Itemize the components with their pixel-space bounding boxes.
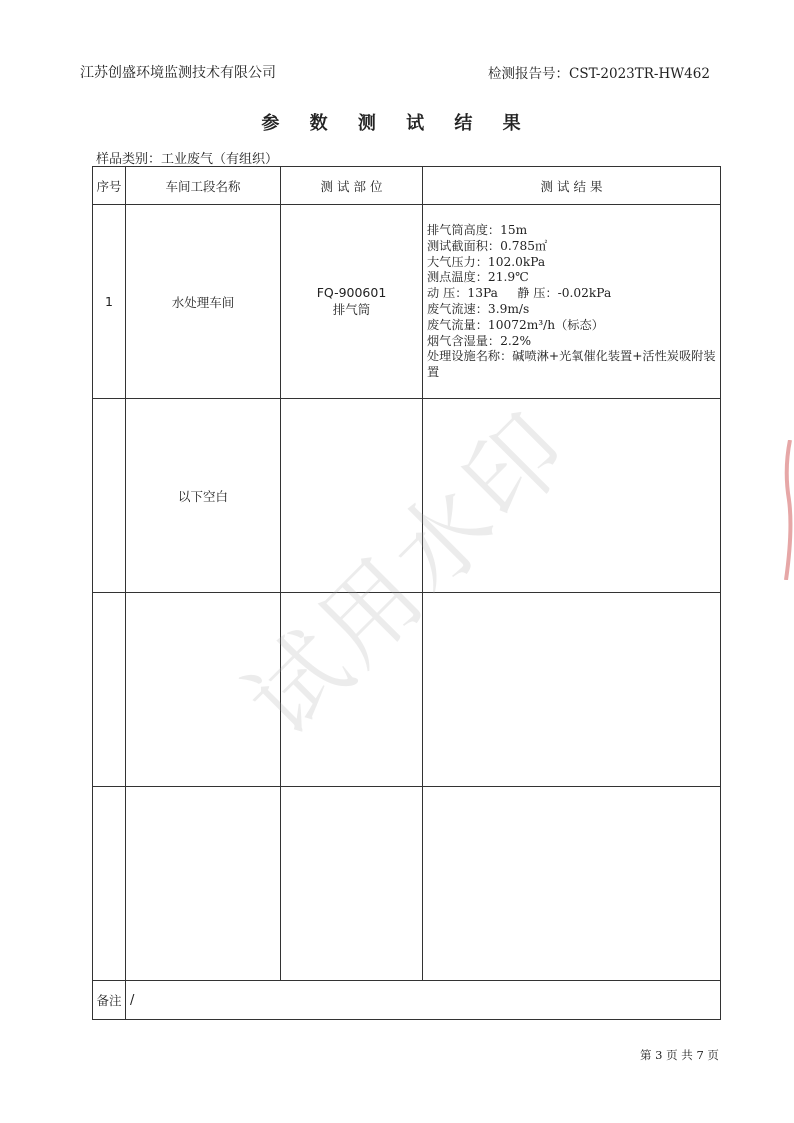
result-stack-height: 排气筒高度：15m bbox=[427, 223, 528, 237]
row-results bbox=[423, 205, 721, 399]
results-table bbox=[92, 166, 721, 1020]
table-header-row bbox=[93, 167, 721, 205]
note-label: 备注 bbox=[93, 981, 126, 1020]
row-seq: 1 bbox=[93, 205, 126, 399]
table-row bbox=[93, 399, 721, 593]
header-seq: 序号 bbox=[93, 167, 126, 205]
header-results: 测 试 结 果 bbox=[423, 167, 721, 205]
result-treatment-facility: 处理设施名称：碱喷淋+光氧催化装置+活性炭吸附装置 bbox=[427, 349, 716, 380]
report-number: 检测报告号：CST-2023TR-HW462 bbox=[488, 66, 710, 82]
result-velocity: 废气流速：3.9m/s bbox=[427, 301, 530, 316]
row-workshop: 水处理车间 bbox=[126, 205, 281, 399]
row-location bbox=[281, 205, 423, 399]
company-name: 江苏创盛环境监测技术有限公司 bbox=[80, 65, 276, 81]
page-title: 参 数 测 试 结 果 bbox=[261, 113, 533, 134]
blank-below-label: 以下空白 bbox=[126, 399, 281, 593]
table-row bbox=[93, 787, 721, 981]
location-code: FQ-900601 bbox=[316, 285, 387, 300]
note-row bbox=[93, 981, 721, 1020]
seal-edge-mark bbox=[780, 440, 794, 580]
note-value: / bbox=[126, 981, 721, 1020]
result-moisture: 烟气含湿量：2.2% bbox=[427, 333, 532, 348]
table-row bbox=[93, 205, 721, 399]
result-dynamic-static-pressure: 动 压：13Pa 静 压：-0.02kPa bbox=[427, 286, 612, 301]
result-temperature: 测点温度：21.9℃ bbox=[427, 270, 529, 285]
table-row bbox=[93, 593, 721, 787]
result-section-area: 测试截面积：0.785㎡ bbox=[427, 238, 548, 253]
watermark: 试用水印 bbox=[225, 389, 594, 758]
header-location: 测 试 部 位 bbox=[281, 167, 423, 205]
result-flow: 废气流量：10072m³/h（标态） bbox=[427, 317, 604, 332]
location-name: 排气筒 bbox=[332, 302, 371, 317]
header-workshop: 车间工段名称 bbox=[126, 167, 281, 205]
page-number: 第 3 页 共 7 页 bbox=[640, 1048, 719, 1062]
result-pressure: 大气压力：102.0kPa bbox=[427, 254, 546, 269]
sample-type: 样品类别：工业废气（有组织） bbox=[96, 152, 279, 167]
